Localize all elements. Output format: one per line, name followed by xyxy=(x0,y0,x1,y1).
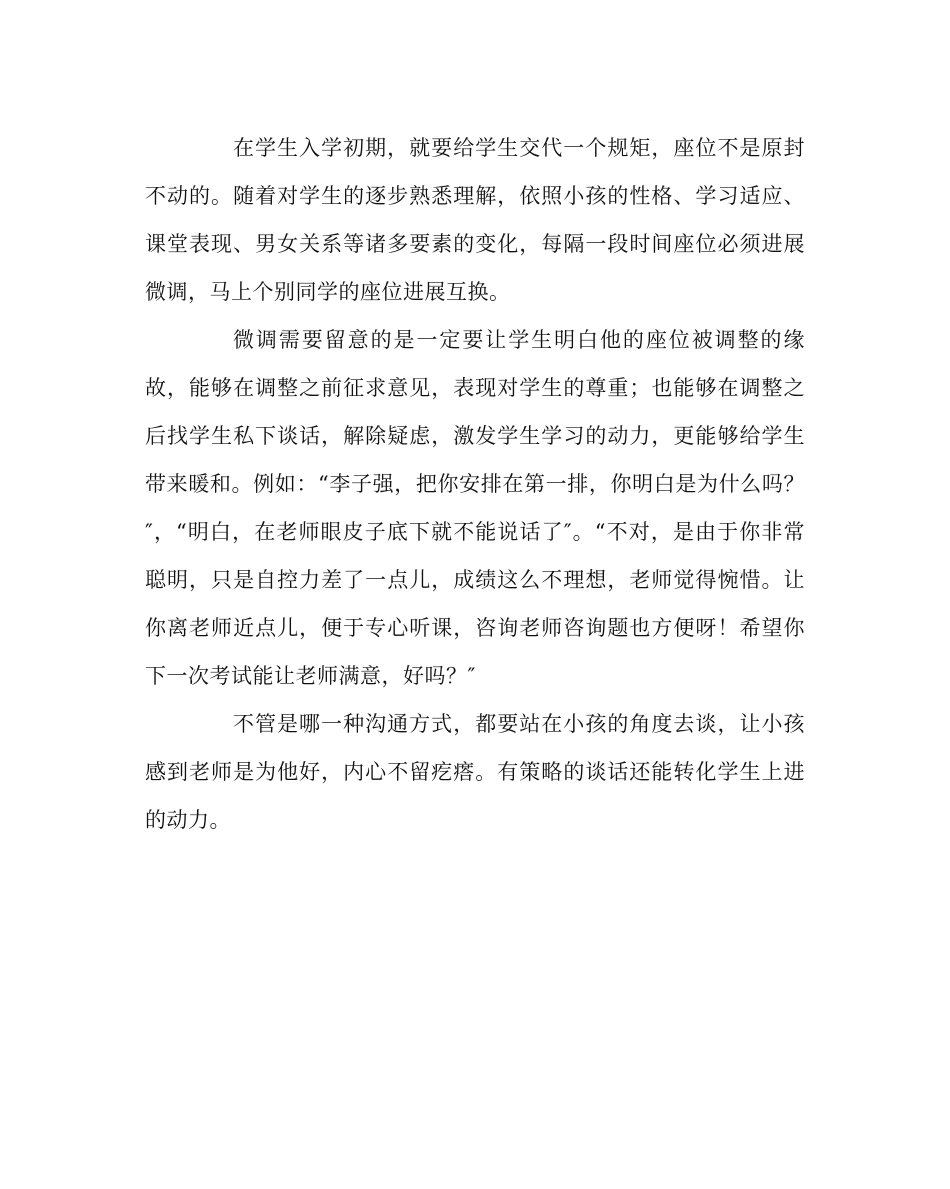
document-body xyxy=(145,124,805,844)
paragraph-communication: 不管是哪一种沟通方式，都要站在小孩的角度去谈，让小孩感到老师是为他好，内心不留疙瘩。有策略的谈话还能转化学生上进的动力。 xyxy=(145,712,805,832)
paragraph-adjustment-talk: 微调需要留意的是一定要让学生明白他的座位被调整的缘故，能够在调整之前征求意见，表现对学生的尊重；也能够在调整之后找学生私下谈话，解除疑虑，激发学生学习的动力，更能够给学生带来暖和。例如：“李子强，把你安排在第一排，你明白是为什么吗？″，“明白，在老师眼皮子底下就不能说话了″。“不对，是由于你非常聪明，只是自控力差了一点儿，成绩这么不理想，老师觉得惋惜。让你离老师近点儿，便于专心听课，咨询老师咨询题也方便呀！希望你下一次考试能让老师满意，好吗？″ xyxy=(145,328,805,688)
paragraph-seat-rules: 在学生入学初期，就要给学生交代一个规矩，座位不是原封不动的。随着对学生的逐步熟悉理解，依照小孩的性格、学习适应、课堂表现、男女关系等诸多要素的变化，每隔一段时间座位必须进展微调，马上个别同学的座位进展互换。 xyxy=(145,136,805,304)
